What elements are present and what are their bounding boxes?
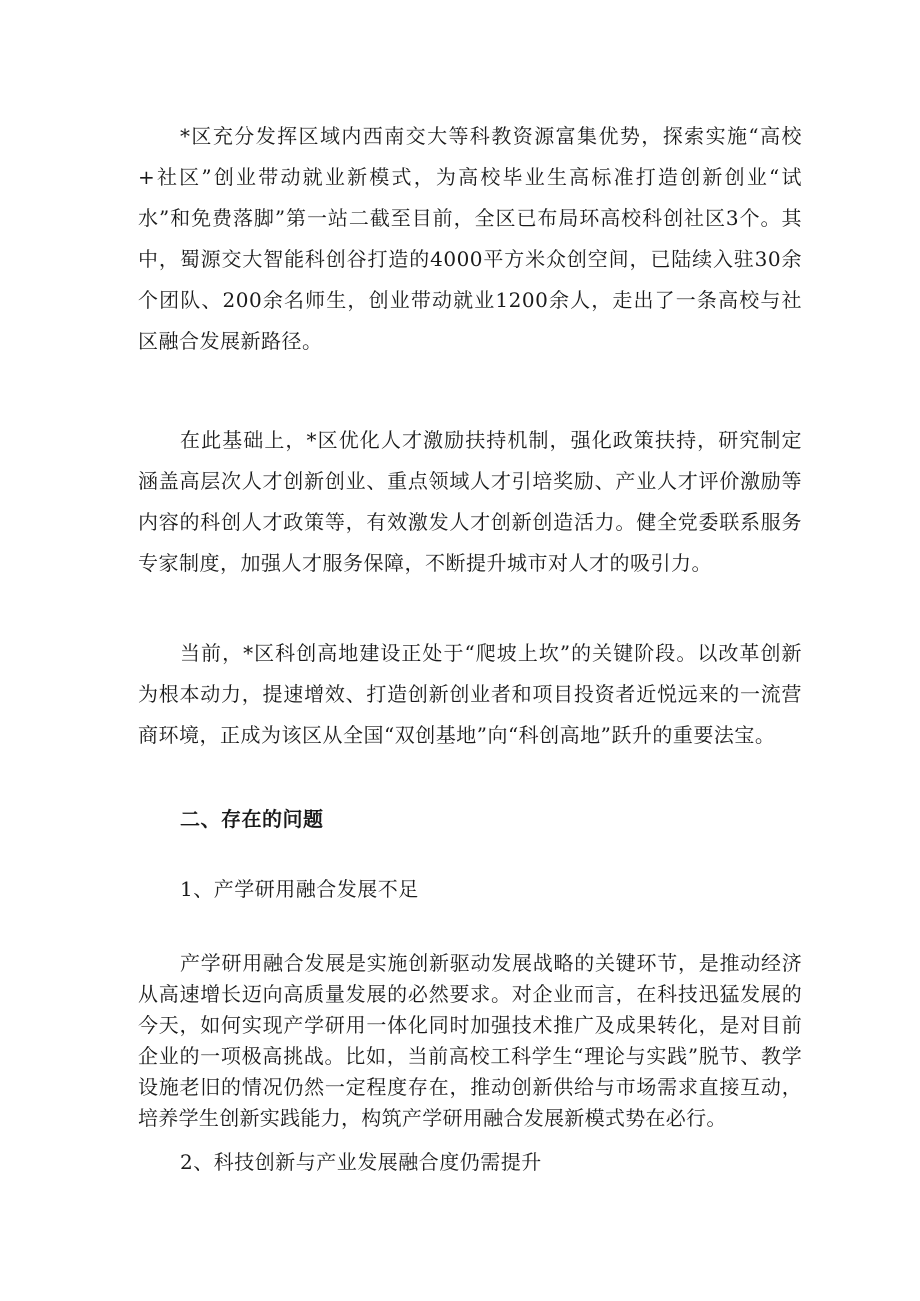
section-heading-problems: 二、存在的问题: [180, 807, 324, 831]
paragraph-industry-academia-integration: 产学研用融合发展是实施创新驱动发展战略的关键环节，是推动经济从高速增长迈向高质量发展的必然要求。对企业而言，在科技迅猛发展的今天，如何实现产学研用一体化同时加强技术推广及成果转化，是对目前企业的一项极高挑战。比如，当前高校工科学生“理论与实践”脱节、教学设施老旧的情况仍然一定程度存在，推动创新供给与市场需求直接互动，培养学生创新实践能力，构筑产学研用融合发展新模式势在必行。: [138, 951, 802, 1130]
subheading-industry-academia: 1、产学研用融合发展不足: [180, 877, 419, 901]
paragraph-university-community-model: *区充分发挥区域内西南交大等科教资源富集优势，探索实施“高校+社区”创业带动就业新模式，为高校毕业生高标准打造创新创业“试水”和免费落脚”第一站二截至目前，全区已布局环高校科创社区3个。其中，蜀源交大智能科创谷打造的4000平方米众创空间，已陆续入驻30余个团队、200余名师生，创业带动就业1200余人，走出了一条高校与社区融合发展新路径。: [138, 124, 802, 353]
paragraph-talent-incentives: 在此基础上，*区优化人才激励扶持机制，强化政策扶持，研究制定涵盖高层次人才创新创业、重点领域人才引培奖励、产业人才评价激励等内容的科创人才政策等，有效激发人才创新创造活力。健全党委联系服务专家制度，加强人才服务保障，不断提升城市对人才的吸引力。: [138, 428, 802, 575]
paragraph-current-stage: 当前，*区科创高地建设正处于“爬坡上坎”的关键阶段。以改革创新为根本动力，提速增效、打造创新创业者和项目投资者近悦远来的一流营商环境，正成为该区从全国“双创基地”向“科创高地”跃升的重要法宝。: [138, 641, 802, 747]
subheading-tech-industry-fusion: 2、科技创新与产业发展融合度仍需提升: [180, 1150, 542, 1174]
